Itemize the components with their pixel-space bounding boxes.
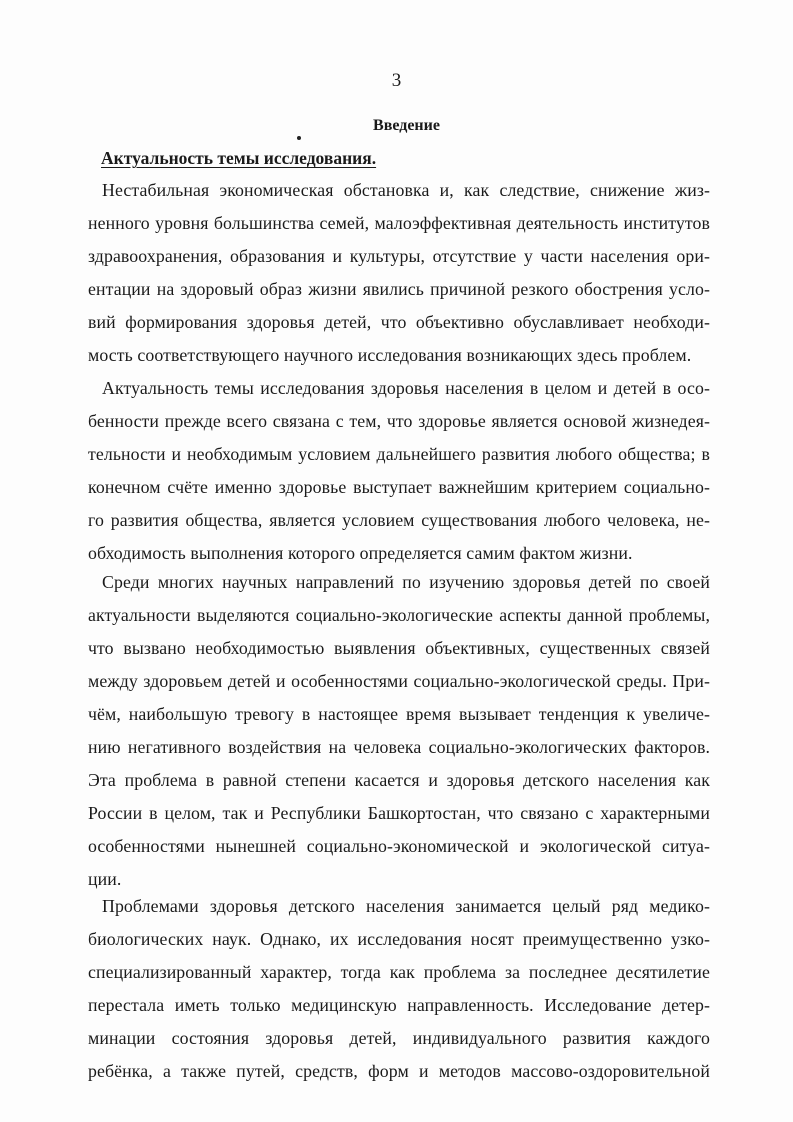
paragraph-line: биологических наук. Однако, их исследования носят преимущественно узко- <box>88 929 710 949</box>
paragraph-line: нию негативного воздействия на человека социально-экологических факторов. <box>88 737 710 757</box>
paragraph-line: тельности и необходимым условием дальнейшего развития любого общества; в <box>88 444 710 464</box>
paragraph-line: специализированный характер, тогда как проблема за последнее десятилетие <box>88 962 710 982</box>
paragraph-line: мость соответствующего научного исследования возникающих здесь проблем. <box>88 345 692 365</box>
paragraph-line: вий формирования здоровья детей, что объективно обуславливает необходи- <box>88 312 710 332</box>
paragraph-line: Эта проблема в равной степени касается и здоровья детского населения как <box>88 770 710 790</box>
paragraph-line: что вызвано необходимостью выявления объективных, существенных связей <box>88 638 710 658</box>
section-heading: Введение <box>373 117 440 134</box>
paragraph-1 <box>88 174 710 372</box>
paragraph-4 <box>88 890 710 1088</box>
paragraph-line: ции. <box>88 869 122 889</box>
paragraph-line: Среди многих научных направлений по изучению здоровья детей по своей <box>102 572 710 592</box>
paragraph-line: бенности прежде всего связана с тем, что здоровье является основой жизнедея- <box>88 411 710 431</box>
paragraph-2 <box>88 372 710 570</box>
paragraph-line: Проблемами здоровья детского населения занимается целый ряд медико- <box>102 896 710 916</box>
paragraph-line: обходимость выполнения которого определяется самим фактом жизни. <box>88 543 633 563</box>
paragraph-3 <box>88 566 710 896</box>
paragraph-line: актуальности выделяются социально-экологические аспекты данной проблемы, <box>88 605 710 625</box>
paragraph-line: ненного уровня большинства семей, малоэффективная деятельность институтов <box>88 213 710 233</box>
paragraph-line: конечном счёте именно здоровье выступает важнейшим критерием социально- <box>88 477 710 497</box>
paragraph-line: минации состояния здоровья детей, индивидуального развития каждого <box>88 1028 710 1048</box>
paragraph-line: ентации на здоровый образ жизни явились причиной резкого обострения усло- <box>88 279 710 299</box>
paragraph-line: перестала иметь только медицинскую направленность. Исследование детер- <box>88 995 710 1015</box>
paragraph-line: чём, наибольшую тревогу в настоящее время вызывает тенденция к увеличе- <box>88 704 710 724</box>
paragraph-line: Актуальность темы исследования здоровья населения в целом и детей в осо- <box>102 378 710 398</box>
paragraph-line: России в целом, так и Республики Башкортостан, что связано с характерными <box>88 803 710 823</box>
paragraph-line: ребёнка, а также путей, средств, форм и методов массово-оздоровительной <box>88 1061 710 1081</box>
page-number: 3 <box>391 70 402 91</box>
paragraph-line: Нестабильная экономическая обстановка и, как следствие, снижение жиз- <box>102 180 710 200</box>
paragraph-line: го развития общества, является условием существования любого человека, не- <box>88 510 710 530</box>
paragraph-line: особенностями нынешней социально-экономической и экологической ситуа- <box>88 836 710 856</box>
scan-speck <box>297 136 301 140</box>
paragraph-line: здравоохранения, образования и культуры, отсутствие у части населения ори- <box>88 246 710 266</box>
paragraph-line: между здоровьем детей и особенностями социально-экологической среды. При- <box>88 671 710 691</box>
subsection-heading: Актуальность темы исследования. <box>101 148 377 168</box>
